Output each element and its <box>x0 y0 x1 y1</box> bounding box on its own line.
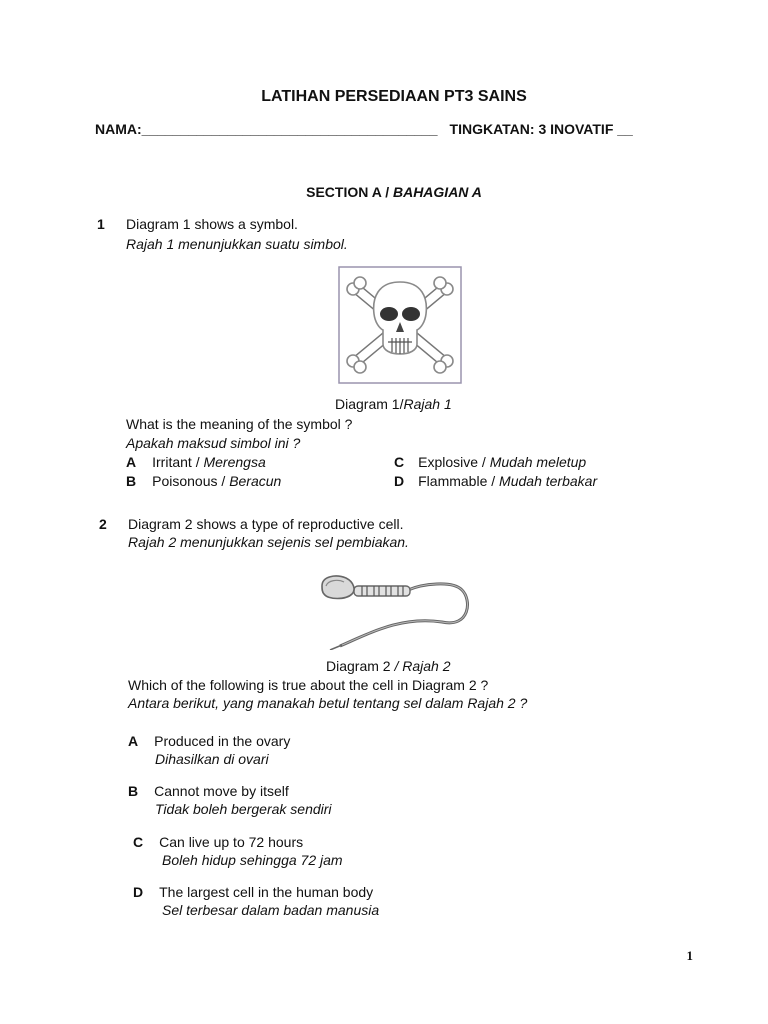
student-info-row <box>95 121 633 137</box>
section-heading <box>0 184 768 200</box>
option-text: Can live up to 72 hours <box>159 834 304 850</box>
page-number: 1 <box>686 948 693 963</box>
q2-option-a-ms: Dihasilkan di ovari <box>155 751 269 767</box>
skull-crossbones-icon <box>338 266 462 384</box>
option-text-ms: Merengsa <box>203 454 266 470</box>
question-1-prompt: What is the meaning of the symbol ? <box>126 416 353 432</box>
q2-option-d[interactable] <box>133 884 373 900</box>
option-text: Produced in the ovary <box>154 733 291 749</box>
option-text: Cannot move by itself <box>154 783 289 799</box>
diagram-1-caption <box>335 396 452 412</box>
option-letter: A <box>128 733 139 749</box>
option-letter: A <box>126 454 137 470</box>
option-text: The largest cell in the human body <box>159 884 374 900</box>
question-1-number: 1 <box>97 216 105 232</box>
option-text: Irritant / <box>152 454 204 470</box>
question-2-stem-ms: Rajah 2 menunjukkan sejenis sel pembiakan. <box>128 534 409 550</box>
option-letter: C <box>133 834 144 850</box>
option-text: Poisonous / <box>152 473 230 489</box>
diagram-2-caption-ms: / Rajah 2 <box>390 658 451 674</box>
question-1-prompt-ms: Apakah maksud simbol ini ? <box>126 435 301 451</box>
option-letter: B <box>128 783 139 799</box>
q1-option-c[interactable] <box>394 454 586 470</box>
q2-option-b-ms: Tidak boleh bergerak sendiri <box>155 801 332 817</box>
section-label-ms: BAHAGIAN A <box>392 184 482 200</box>
question-1-stem: Diagram 1 shows a symbol. <box>126 216 298 232</box>
option-letter: D <box>394 473 405 489</box>
nama-blank: ______________________________________ <box>141 121 438 137</box>
question-1-stem-ms: Rajah 1 menunjukkan suatu simbol. <box>126 236 348 252</box>
q2-option-d-ms: Sel terbesar dalam badan manusia <box>162 902 380 918</box>
option-text: Flammable / <box>418 473 500 489</box>
tingkatan-label: TINGKATAN: 3 INOVATIF __ <box>449 121 633 137</box>
question-2-prompt-ms: Antara berikut, yang manakah betul tentang sel dalam Rajah 2 ? <box>128 695 528 711</box>
diagram-2-caption-en: Diagram 2 <box>326 658 391 674</box>
nama-label: NAMA: <box>95 121 142 137</box>
q1-option-b[interactable] <box>126 473 281 489</box>
option-letter: B <box>126 473 137 489</box>
q1-option-a[interactable] <box>126 454 266 470</box>
option-text-ms: Mudah terbakar <box>499 473 598 489</box>
q1-option-d[interactable] <box>394 473 597 489</box>
question-2-number: 2 <box>99 516 107 532</box>
q2-option-c[interactable] <box>133 834 303 850</box>
q2-option-b[interactable] <box>128 783 289 799</box>
question-2-prompt: Which of the following is true about the cell in Diagram 2 ? <box>128 677 489 693</box>
sperm-cell-icon <box>312 570 480 650</box>
diagram-2-caption <box>326 658 451 674</box>
q2-option-c-ms: Boleh hidup sehingga 72 jam <box>162 852 343 868</box>
worksheet-title: LATIHAN PERSEDIAAN PT3 SAINS <box>261 88 527 105</box>
option-text-ms: Mudah meletup <box>489 454 587 470</box>
option-text: Explosive / <box>418 454 490 470</box>
option-letter: C <box>394 454 405 470</box>
q2-option-a[interactable] <box>128 733 290 749</box>
option-letter: D <box>133 884 144 900</box>
diagram-1-caption-en: Diagram 1/ <box>335 396 404 412</box>
option-text-ms: Beracun <box>229 473 282 489</box>
section-label: SECTION A / <box>306 184 393 200</box>
question-2-stem: Diagram 2 shows a type of reproductive cell. <box>128 516 404 532</box>
diagram-1-caption-ms: Rajah 1 <box>403 396 452 412</box>
